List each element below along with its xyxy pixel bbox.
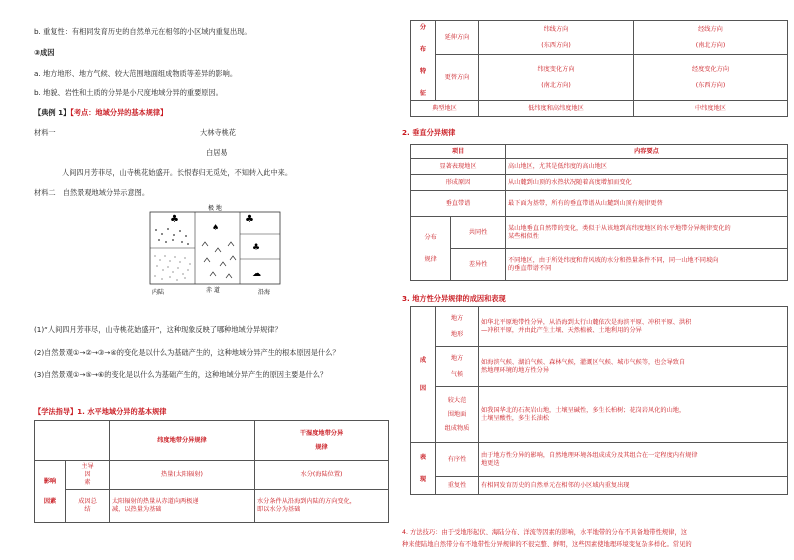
cause-char-2: 因 <box>419 384 427 392</box>
extension-lon-line2: (南北方向) <box>695 41 726 49</box>
distribution-char-4: 征 <box>419 89 427 97</box>
guide-label: 【学法指导】 <box>34 407 78 416</box>
cause-a: a. 地方地形、地方气候、较大范围地面组成物质等差异的影响。 <box>34 69 238 78</box>
row-difference-line1: 不同地区，由于所处纬度和背风坡的水分和热量条件不同，同一山地不同坡向 <box>508 256 719 264</box>
vertical-zonation-table <box>410 144 788 281</box>
value-cause-lon-line1: 水分条件从沿海到内陆的方向变化， <box>257 497 356 505</box>
cause-b: b. 地貌、岩性和土质的分异是小尺度地域分异的重要原因。 <box>34 88 223 97</box>
material-line2: 围地面 <box>447 410 467 418</box>
repeat-value: 有相同发育历史的自然单元在相邻的小区域内重复出现 <box>479 477 788 495</box>
row-commonality-line1: 某山地垂直自然带的变化，类似于从该地到高纬度地区的水平地带分异规律变化的 <box>508 224 731 232</box>
value-cause-lon-line2: 即以水分为基础 <box>257 505 301 513</box>
grass-pattern <box>202 242 236 278</box>
alternation-lat-line2: (南北方向) <box>541 81 571 89</box>
show-char-2: 现 <box>419 475 427 483</box>
cause-label <box>411 307 436 443</box>
material-2-text: 材料二 自然景观地域分异示意图。 <box>34 188 150 197</box>
row-commonality-label: 共同性 <box>451 217 506 249</box>
material-value-line2: 土壤呈酸性，多生长油松 <box>481 414 550 422</box>
extension-lat-line2: (东西方向) <box>541 41 571 49</box>
material-line1: 较大范 <box>447 396 467 404</box>
question-1: (1)“人间四月芳菲尽，山寺桃花始盛开”，这种现象反映了哪种地域分异规律？ <box>34 325 282 334</box>
row-region-value: 高山地区，尤其是低纬度的高山地区 <box>506 159 788 175</box>
show-char-1: 表 <box>419 453 427 461</box>
diagram-br-label: 沿海 <box>258 289 271 296</box>
terrain-label <box>436 307 479 347</box>
landscape-diagram <box>140 204 300 296</box>
right-column <box>402 0 794 560</box>
row-difference-line2: 的垂直带谱不同 <box>508 264 552 272</box>
distribution-char-3: 特 <box>419 67 427 75</box>
material-1-label: 材料一 <box>34 128 56 137</box>
distribution-char-1: 分 <box>419 23 427 31</box>
extension-lat-line1: 纬线方向 <box>543 25 569 33</box>
extension-lat <box>479 21 634 55</box>
main-factor-line3: 素 <box>84 479 91 486</box>
material-label <box>436 387 479 443</box>
header-item: 项目 <box>411 145 506 159</box>
influence-label <box>35 461 66 522</box>
material-line3: 组成物质 <box>444 424 470 432</box>
alternation-lat-line1: 纬度变化方向 <box>537 65 575 73</box>
alternation-lon-line2: (东西方向) <box>695 81 726 89</box>
influence-subtable <box>35 461 109 522</box>
diagram-bl-label: 内陆 <box>152 289 165 296</box>
value-water: 水分(海陆位置) <box>255 461 389 490</box>
alternation-label: 更替方向 <box>436 55 479 101</box>
example-heading <box>34 108 167 117</box>
terrain-value <box>479 307 788 347</box>
row-cause-label: 形成原因 <box>411 175 506 191</box>
extension-lon <box>634 21 788 55</box>
climate-value <box>479 347 788 387</box>
table-corner <box>35 421 110 461</box>
row-law-line2: 规律 <box>424 255 437 263</box>
sand-pattern <box>154 255 190 280</box>
main-factor-label <box>66 461 110 490</box>
row-law-line1: 分布 <box>424 233 437 241</box>
cause-heading: ③成因 <box>34 48 55 57</box>
terrain-value-line2: —冲积平原，并由此产生土壤、天然植被、土地利用的分异 <box>481 326 642 334</box>
section-3-title: 3. 地方性分异规律的成因和表现 <box>402 294 506 303</box>
tree-icon: ♣ <box>245 214 254 225</box>
example-tag: 【考点：地域分异的基本规律】 <box>70 108 168 117</box>
climate-line1: 地方 <box>450 354 464 362</box>
cause-char-1: 成 <box>419 356 427 364</box>
typical-region-label: 典型地区 <box>411 101 479 117</box>
row-law-label <box>411 217 451 281</box>
order-value <box>479 443 788 477</box>
diagram-top-label: 极 地 <box>208 205 222 212</box>
tree-icon: ♠ <box>212 223 220 232</box>
typical-region-lon: 中纬度地区 <box>634 101 788 117</box>
example-label: 【典例 1】 <box>34 108 71 117</box>
row-commonality-value <box>506 217 788 249</box>
poem-text: 人间四月芳菲尽，山寺桃花始盛开。长恨春归无觅处，不知转入此中来。 <box>62 168 293 177</box>
header-content: 内容要点 <box>506 145 788 159</box>
climate-value-line2: 然地理环境的地方性分异 <box>481 366 550 374</box>
extension-label: 延伸方向 <box>436 21 479 55</box>
section-4-line1: 4. 方法技巧：由于受地形起伏、海陆分布、洋流等因素的影响，水平地带的分布不具备地带性规律，这 <box>402 529 688 536</box>
influence-cell <box>35 461 110 523</box>
show-label <box>411 443 436 495</box>
row-difference-label: 差异性 <box>451 249 506 281</box>
typical-region-lat: 低纬度和高纬度地区 <box>479 101 634 117</box>
distribution-label <box>411 21 436 101</box>
question-2: (2)自然景观①→②→③→④的变化是以什么为基础产生的，这种地域分异产生的根本原因是什么？ <box>34 348 340 357</box>
climate-label <box>436 347 479 387</box>
diagram-bottom-label: 赤 道 <box>206 287 220 294</box>
section-2-title: 2. 垂直分异规律 <box>402 128 456 137</box>
header-longitude-line1: 干湿度地带分异 <box>299 429 344 437</box>
terrain-line2: 地形 <box>450 330 464 338</box>
value-cause-lat <box>110 489 255 522</box>
cause-summary-line1: 成因总 <box>78 498 97 505</box>
climate-line2: 气候 <box>450 370 464 378</box>
section-4-line2: 种来使陆地自然带分布不地带性分异规律的不很完整、鲜明，这些因素使地理环境变复杂多样化。常见的 <box>402 541 692 548</box>
cause-summary-label <box>66 490 110 523</box>
row-commonality-line2: 某些相似性 <box>508 232 539 240</box>
alternation-lon <box>634 55 788 101</box>
distribution-char-2: 布 <box>419 45 427 53</box>
header-longitude-line2: 规律 <box>315 443 328 451</box>
main-factor-line2: 因 <box>84 471 91 478</box>
row-region-label: 显著表现地区 <box>411 159 506 175</box>
guide-text: 1. 水平地域分异的基本规律 <box>77 407 167 416</box>
climate-value-line1: 如海滨气候、湖泊气候、森林气候，灌溉区气候、城市气候等，也会导致自 <box>481 358 686 366</box>
row-cause-value: 从山麓到山顶的水热状况随着高度增加而变化 <box>506 175 788 191</box>
tree-icon: ♣ <box>252 243 261 253</box>
order-label: 有序性 <box>436 443 479 477</box>
header-longitude <box>255 421 389 461</box>
row-spectrum-label: 垂直带谱 <box>411 191 506 217</box>
main-factor-line1: 主导 <box>81 463 94 470</box>
row-spectrum-value: 最下面为基带，所有的垂直带谱从山麓到山顶有规律更替 <box>506 191 788 217</box>
horizontal-zonation-table <box>34 420 389 523</box>
value-cause-lat-line2: 减，以热量为基础 <box>112 505 162 513</box>
cause-summary-line2: 结 <box>84 506 91 513</box>
header-latitude: 纬度地带分异规律 <box>110 421 255 461</box>
guide-heading <box>34 407 166 416</box>
influence-line1: 影响 <box>43 477 57 485</box>
poem-title: 大林寺桃花 <box>200 128 236 137</box>
terrain-line1: 地方 <box>450 314 464 322</box>
value-cause-lon <box>255 489 389 522</box>
alternation-lon-line1: 经度变化方向 <box>691 65 730 73</box>
poem-author: 白居易 <box>206 148 228 157</box>
influence-line2: 因素 <box>43 497 57 505</box>
repeat-label: 重复性 <box>436 477 479 495</box>
order-value-line1: 由于地方性分异的影响，自然地理环境各组成成分及其组合在一定程度内有规律 <box>481 451 698 459</box>
forest-icon: ☁ <box>252 269 261 279</box>
row-difference-value <box>506 249 788 281</box>
terrain-value-line1: 如华北平原地带性分异，从沿海到太行山麓依次是海滨平原、冲积平原、洪积 <box>481 318 692 326</box>
local-zonation-table <box>410 306 788 495</box>
material-value-line1: 如我国华北的石灰岩山地，土壤呈碱性，多生长柏树；花岗岩风化的山地， <box>481 406 686 414</box>
tree-icon: ♣ <box>170 214 179 225</box>
extension-lon-line1: 经线方向 <box>698 25 723 33</box>
order-value-line2: 地更迭 <box>481 459 500 467</box>
material-value <box>479 387 788 443</box>
alternation-lat <box>479 55 634 101</box>
value-heat: 热量(太阳辐射) <box>110 461 255 490</box>
dots-pattern <box>155 228 189 245</box>
question-3: (3)自然景观①→⑤→⑥的变化是以什么为基础产生的，这种地域分异产生的原因主要是什么？ <box>34 370 328 379</box>
value-cause-lat-line1: 太阳辐射的热量从赤道向两极递 <box>112 497 199 505</box>
paragraph-repeat: b. 重复性：有相同发育历史的自然单元在相邻的小区域内重复出现。 <box>34 27 252 36</box>
distribution-table <box>410 20 788 117</box>
